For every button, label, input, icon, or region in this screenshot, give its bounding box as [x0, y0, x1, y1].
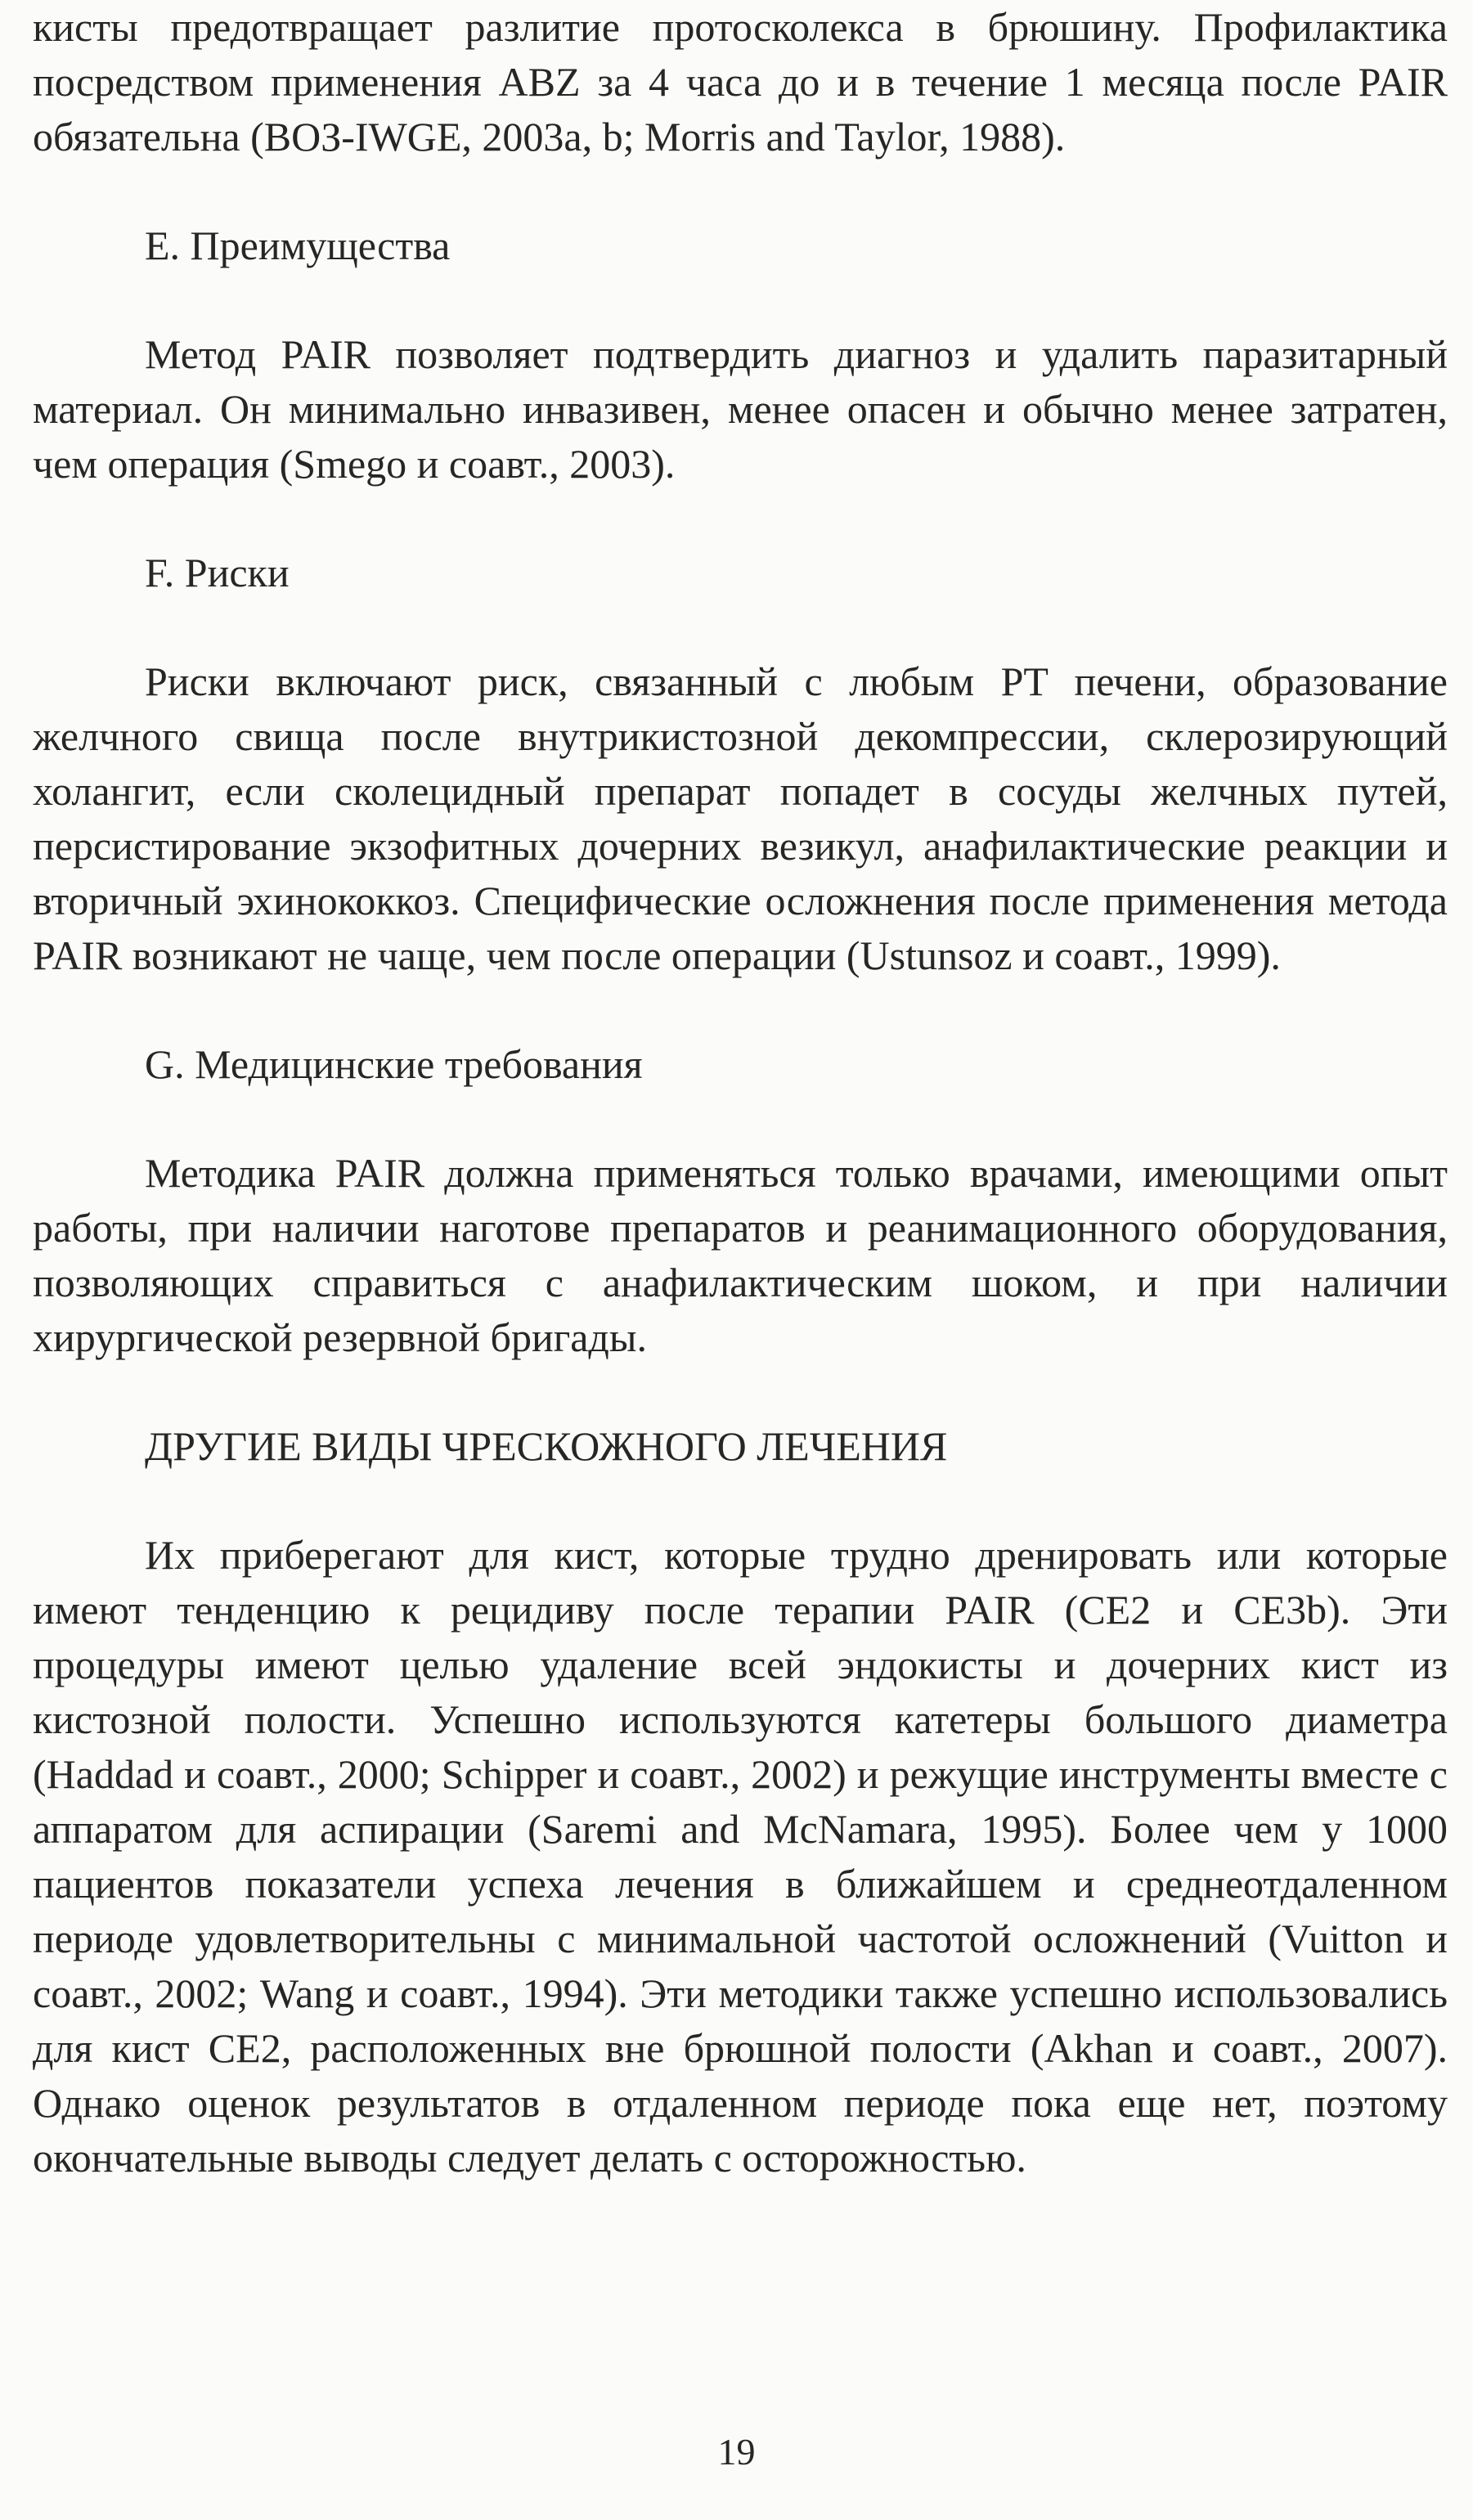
paragraph-risks: Риски включают риск, связанный с любым PT печени, образование желчного свища после внутрикистозной декомпрессии, склерозирующий холангит, если сколецидный препарат попадет в сосуды желчных путей, персистирование экзофитных дочерних везикул, анафилактические реакции и вторичный эхинококкоз. Специфические осложнения после применения метода PAIR возникают не чаще, чем после операции (Ustunsoz и соавт., 1999). [33, 658, 1448, 978]
heading-medical-requirements: G. Медицинские требования [145, 1041, 643, 1087]
paragraph-advantages: Метод PAIR позволяет подтвердить диагноз и удалить паразитарный материал. Он минимально инвазивен, менее опасен и обычно менее затратен, чем операция (Smego и соавт., 2003). [33, 331, 1448, 487]
heading-other-percutaneous: ДРУГИЕ ВИДЫ ЧРЕСКОЖНОГО ЛЕЧЕНИЯ [145, 1423, 948, 1469]
heading-advantages: E. Преимущества [145, 222, 451, 268]
paragraph-other-percutaneous: Их приберегают для кист, которые трудно дренировать или которые имеют тенденцию к рецидиву после терапии PAIR (CE2 и CE3b). Эти процедуры имеют целью удаление всей эндокисты и дочерних кист из кистозной полости. Успешно используются катетеры большого диаметра (Haddad и соавт., 2000; Schipper и соавт., 2002) и режущие инструменты вместе с аппаратом для аспирации (Saremi and McNamara, 1995). Более чем у 1000 пациентов показатели успеха лечения в ближайшем и среднеотдаленном периоде удовлетворительны с минимальной частотой осложнений (Vuitton и соавт., 2002; Wang и соавт., 1994). Эти методики также успешно использовались для кист CE2, расположенных вне брюшной полости (Akhan и соавт., 2007). Однако оценок результатов в отдаленном периоде пока еще нет, поэтому окончательные выводы следует делать с осторожностью. [33, 1532, 1448, 2181]
page-number: 19 [717, 2431, 756, 2473]
paragraph-medical-requirements: Методика PAIR должна применяться только врачами, имеющими опыт работы, при наличии наготове препаратов и реанимационного оборудования, позволяющих справиться с анафилактическим шоком, и при наличии хирургической резервной бригады. [33, 1150, 1448, 1360]
heading-risks: F. Риски [145, 550, 290, 595]
paragraph-prophylaxis: кисты предотвращает разлитие протосколекса в брюшину. Профилактика посредством применения ABZ за 4 часа до и в течение 1 месяца после PAIR обязательна (ВОЗ-IWGE, 2003a, b; Morris and Taylor, 1988). [33, 4, 1448, 159]
document-page [33, 0, 1448, 2185]
